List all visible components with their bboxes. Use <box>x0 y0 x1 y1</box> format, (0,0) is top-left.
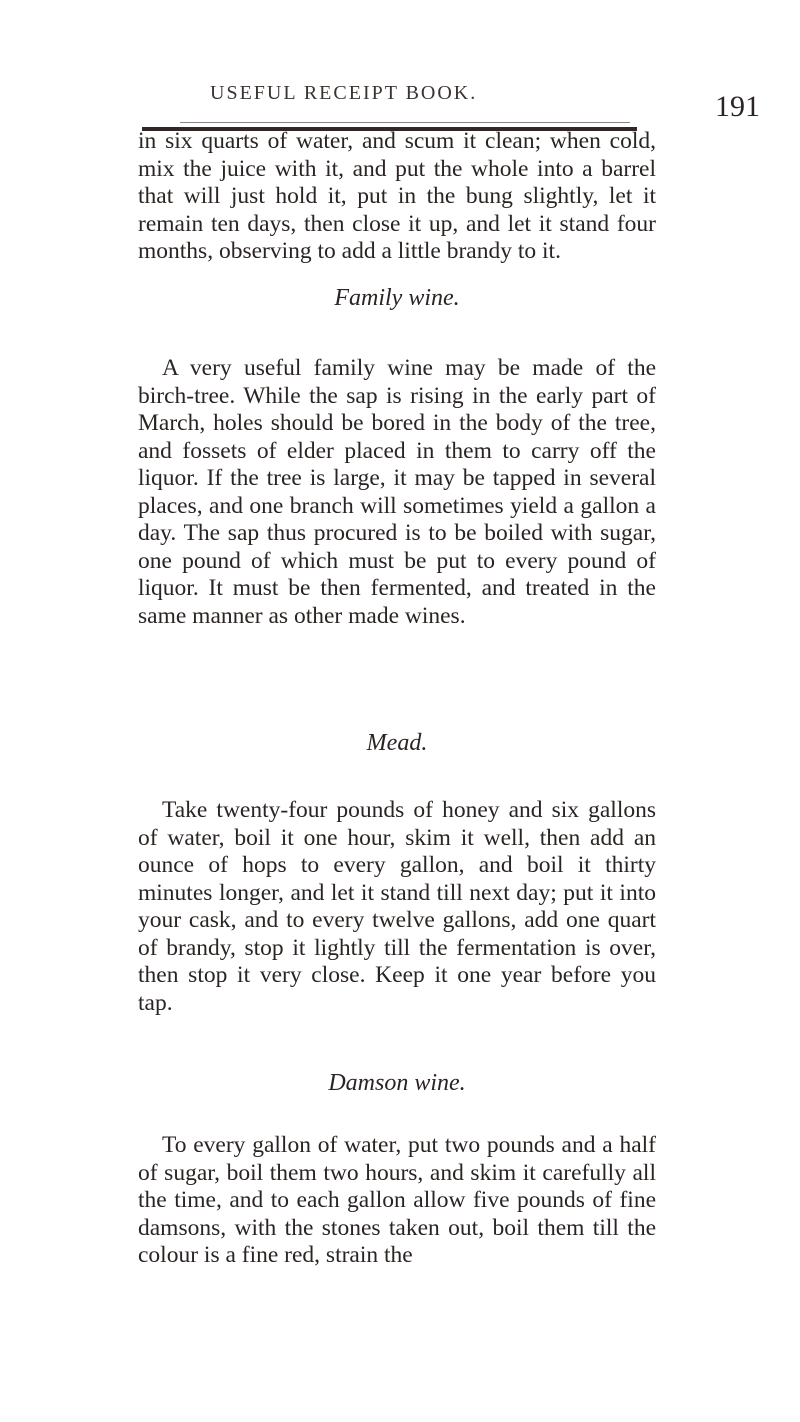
paragraph-mead: Take twenty-four pounds of honey and six gallons of water, boil it one hour, skim it well, then add an ounce of hops to every gallon, and boil it thirty minutes longer, and let it stand till next day; put it into your cask, and to every twelve gallons, add one quart of brandy, stop it lightly till the fermentation is over, then stop it very close. Keep it one year before you tap. <box>138 797 656 1016</box>
paragraph-damson-wine: To every gallon of water, put two pounds and a half of sugar, boil them two hours, and skim it carefully all the time, and to each gallon allow five pounds of fine damsons, with the stones taken out, boil them till the colour is a fine red, strain the <box>138 1132 656 1268</box>
page-number: 191 <box>715 90 760 123</box>
paragraph-family-wine: A very useful family wine may be made of the birch-tree. While the sap is rising in the early part of March, holes should be bored in the body of the tree, and fossets of elder placed in them to carry off the liquor. If the tree is large, it may be tapped in several places, and one branch will sometimes yield a gallon a day. The sap thus procured is to be boiled with sugar, one pound of which must be put to every pound of liquor. It must be then fermented, and treated in the same manner as other made wines. <box>138 355 656 629</box>
heading-damson-wine: Damson wine. <box>328 1070 466 1096</box>
heading-mead: Mead. <box>366 730 428 756</box>
header-rule-thin <box>180 122 630 123</box>
running-title: USEFUL RECEIPT BOOK. <box>210 82 478 104</box>
paragraph-continuation: in six quarts of water, and scum it clean; when cold, mix the juice with it, and put the whole into a barrel that will just hold it, put in the bung slightly, let it remain ten days, then close it up, and let it stand four months, observing to add a little brandy to it. <box>138 128 656 264</box>
heading-family-wine: Family wine. <box>334 285 460 311</box>
